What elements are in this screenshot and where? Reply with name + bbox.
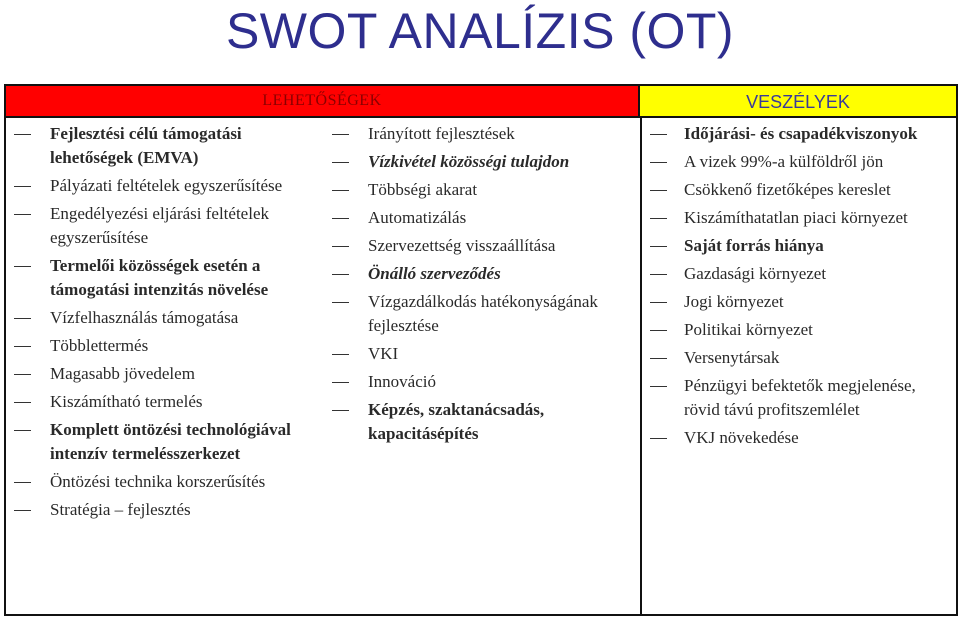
list-item: Időjárási- és csapadékviszonyok bbox=[650, 122, 952, 146]
list-item: Képzés, szaktanácsadás, kapacitásépítés bbox=[332, 398, 632, 446]
list-item: Versenytársak bbox=[650, 346, 952, 370]
opportunities-header-label: LEHETŐSÉGEK bbox=[262, 92, 382, 109]
list-item: Vízkivétel közösségi tulajdon bbox=[332, 150, 632, 174]
list-item: Pénzügyi befektetők megjelenése, rövid távú profitszemlélet bbox=[650, 374, 952, 422]
page-title: SWOT ANALÍZIS (OT) bbox=[225, 3, 735, 59]
threats-list bbox=[650, 122, 952, 454]
list-item: Kiszámítható termelés bbox=[14, 390, 314, 414]
list-item: Vízfelhasználás támogatása bbox=[14, 306, 314, 330]
list-item: Fejlesztési célú támogatási lehetőségek (EMVA) bbox=[14, 122, 314, 170]
list-item: Csökkenő fizetőképes kereslet bbox=[650, 178, 952, 202]
list-item: Irányított fejlesztések bbox=[332, 122, 632, 146]
list-item: Jogi környezet bbox=[650, 290, 952, 314]
opportunities-list-left bbox=[14, 122, 314, 526]
list-item: Magasabb jövedelem bbox=[14, 362, 314, 386]
list-item: Stratégia – fejlesztés bbox=[14, 498, 314, 522]
opportunities-list-right bbox=[332, 122, 632, 450]
list-item: Önálló szerveződés bbox=[332, 262, 632, 286]
list-item: Komplett öntözési technológiával intenzív termelésszerkezet bbox=[14, 418, 314, 466]
list-item: VKJ növekedése bbox=[650, 426, 952, 450]
threats-header bbox=[640, 86, 956, 118]
list-item: VKI bbox=[332, 342, 632, 366]
list-item: Termelői közösségek esetén a támogatási intenzitás növelése bbox=[14, 254, 314, 302]
list-item: Öntözési technika korszerűsítés bbox=[14, 470, 314, 494]
list-item: Pályázati feltételek egyszerűsítése bbox=[14, 174, 314, 198]
opportunities-header bbox=[6, 86, 640, 118]
list-item: Politikai környezet bbox=[650, 318, 952, 342]
list-item: Kiszámíthatatlan piaci környezet bbox=[650, 206, 952, 230]
list-item: Engedélyezési eljárási feltételek egyszerűsítése bbox=[14, 202, 314, 250]
list-item: Többlettermés bbox=[14, 334, 314, 358]
list-item: Innováció bbox=[332, 370, 632, 394]
list-item: Saját forrás hiánya bbox=[650, 234, 952, 258]
swot-table bbox=[4, 84, 958, 616]
header-row bbox=[6, 86, 956, 118]
list-item: A vizek 99%-a külföldről jön bbox=[650, 150, 952, 174]
column-divider bbox=[640, 118, 642, 614]
threats-header-label: VESZÉLYEK bbox=[746, 92, 850, 112]
list-item: Gazdasági környezet bbox=[650, 262, 952, 286]
list-item: Vízgazdálkodás hatékonyságának fejlesztése bbox=[332, 290, 632, 338]
list-item: Többségi akarat bbox=[332, 178, 632, 202]
list-item: Automatizálás bbox=[332, 206, 632, 230]
list-item: Szervezettség visszaállítása bbox=[332, 234, 632, 258]
